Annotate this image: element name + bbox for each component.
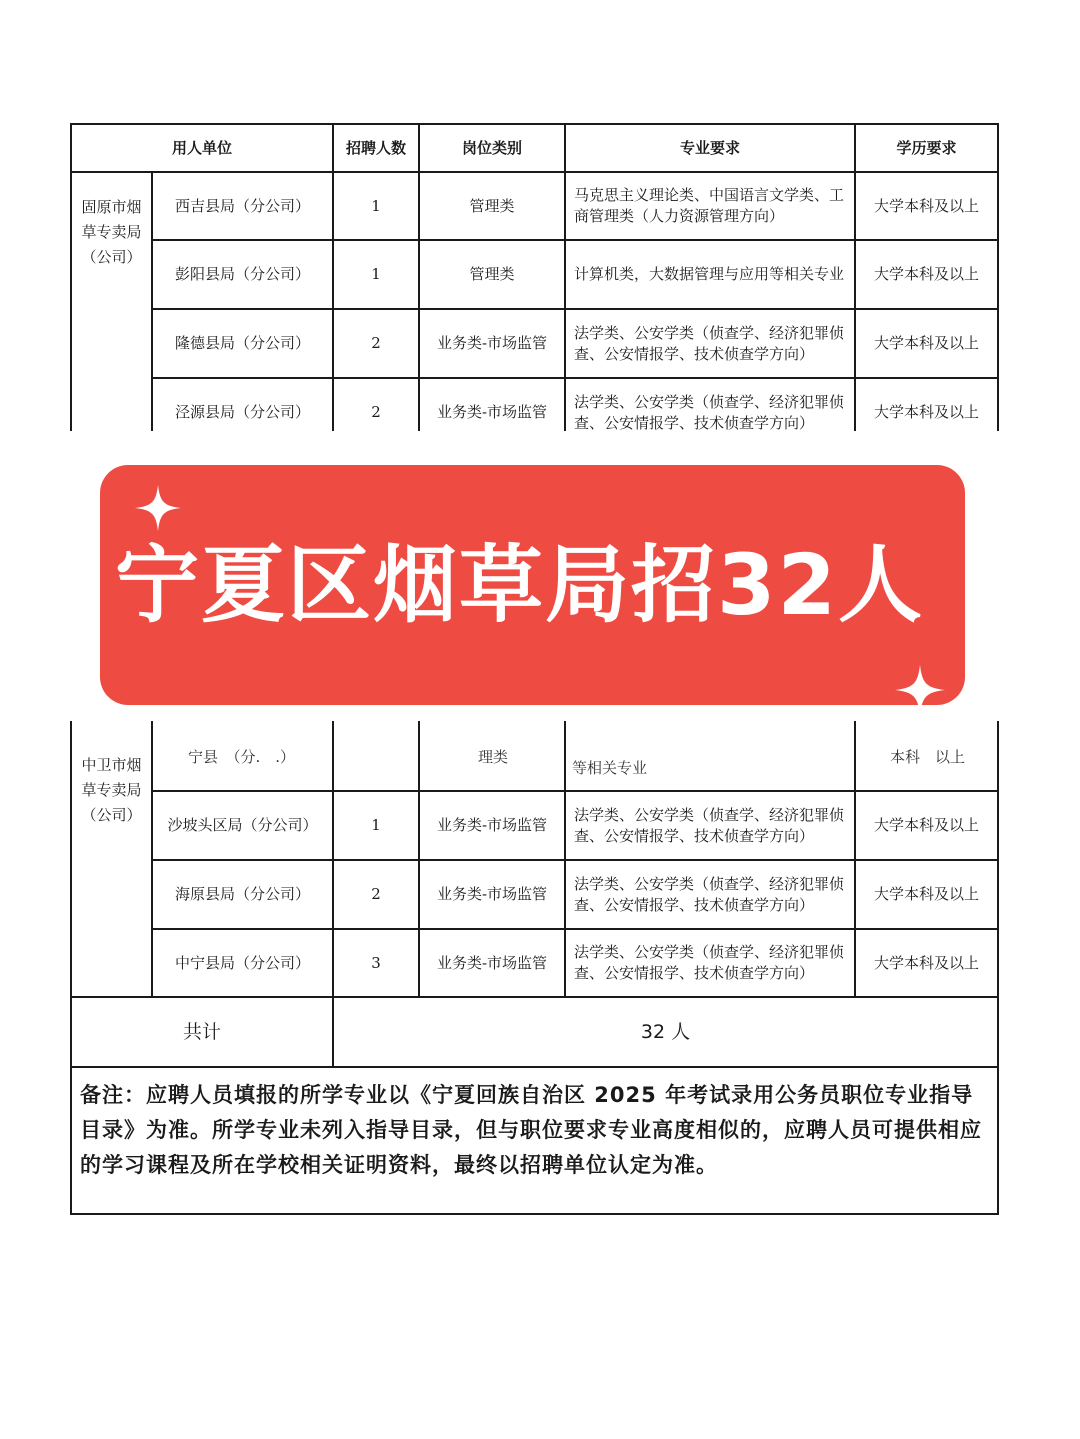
category-cell: 业务类-市场监管 [436,816,548,834]
unit-cell: 西吉县局（分公司） [174,196,310,215]
major-cell: 法学类、公安学类（侦查学、经济犯罪侦查、公安情报学、技术侦查学方向） [574,392,845,432]
category-cell: 业务类-市场监管 [436,403,548,421]
category-cell: 管理类 [469,265,515,283]
major-cell: 法学类、公安学类（侦查学、经济犯罪侦查、公安情报学、技术侦查学方向） [574,323,845,363]
unit-cell: 海原县局（分公司） [174,885,310,903]
sparkle-icon [135,485,181,531]
sparkle-icon [895,665,945,715]
category-cell: 管理类 [469,196,515,215]
header-count: 招聘人数 [345,138,406,157]
unit-cell: 隆德县局（分公司） [174,334,310,352]
category-cell: 理类 [478,748,509,766]
title-banner [100,465,965,705]
unit-cell: 泾源县局（分公司） [174,403,310,421]
education-cell: 大学本科及以上 [873,196,979,215]
major-cell: 等相关专业 [572,759,648,777]
unit-cell: 彭阳县局（分公司） [174,265,310,283]
education-cell: 大学本科及以上 [873,403,979,421]
unit-cell: 中宁县局（分公司） [174,953,310,972]
major-cell: 计算机类，大数据管理与应用等相关专业 [574,265,845,283]
count-cell: 2 [371,334,381,352]
education-cell: 本科 以上 [890,748,966,766]
education-cell: 大学本科及以上 [873,953,979,972]
category-cell: 业务类-市场监管 [436,334,548,352]
unit-cell: 沙坡头区局（分公司） [167,816,318,834]
education-cell: 大学本科及以上 [873,885,979,903]
count-cell: 3 [371,953,381,972]
major-cell: 法学类、公安学类（侦查学、经济犯罪侦查、公安情报学、技术侦查学方向） [574,943,845,982]
banner-title: 宁夏区烟草局招32人 [115,535,924,634]
header-unit: 用人单位 [171,138,232,157]
major-cell: 法学类、公安学类（侦查学、经济犯罪侦查、公安情报学、技术侦查学方向） [574,874,845,914]
category-cell: 业务类-市场监管 [436,885,548,903]
count-cell: 1 [371,196,381,215]
total-label: 共计 [182,1020,221,1043]
count-cell: 1 [371,265,381,283]
education-cell: 大学本科及以上 [873,265,979,283]
remarks-note: 备注：应聘人员填报的所学专业以《宁夏回族自治区 2025 年考试录用公务员职位专业指导目录》为准。所学专业未列入指导目录，但与职位要求专业高度相似的，应聘人员可提供相应的学习课程及所在学校相关证明资料，最终以招聘单位认定为准。 [80,1083,982,1177]
header-major: 专业要求 [679,138,740,157]
header-education: 学历要求 [896,138,957,157]
major-cell: 马克思主义理论类、中国语言文学类、工商管理类（人力资源管理方向） [574,186,845,225]
education-cell: 大学本科及以上 [873,816,979,834]
group-zhongwei: 中卫市烟草专卖局（公司） [81,756,142,824]
category-cell: 业务类-市场监管 [436,953,548,972]
group-guyuan: 固原市烟草专卖局（公司） [81,198,142,266]
unit-cell: 宁县 （分. .） [188,748,296,766]
major-cell: 法学类、公安学类（侦查学、经济犯罪侦查、公安情报学、技术侦查学方向） [574,805,845,845]
count-cell: 1 [371,816,381,834]
total-value: 32 人 [640,1020,691,1043]
count-cell: 2 [371,885,381,903]
education-cell: 大学本科及以上 [873,334,979,352]
count-cell: 2 [371,403,381,421]
header-category: 岗位类别 [461,138,522,157]
